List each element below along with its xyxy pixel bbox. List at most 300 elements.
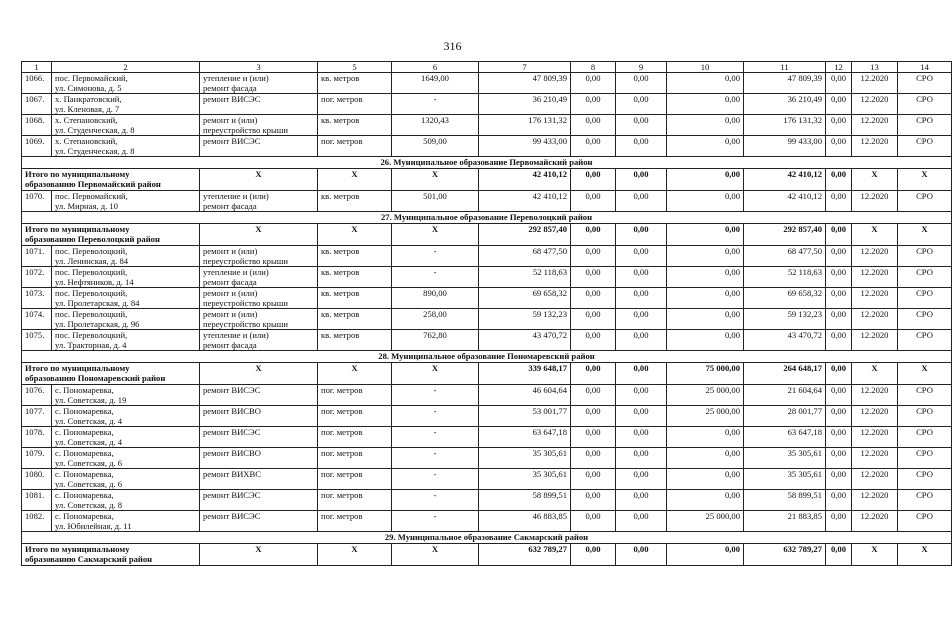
unit: кв. метров bbox=[318, 191, 392, 212]
address: с. Пономаревка, ул. Советская, д. 4 bbox=[52, 406, 200, 427]
work-type: ремонт ВИСВО bbox=[200, 406, 318, 427]
cost-col-10: 0,00 bbox=[667, 288, 744, 309]
completion-date: 12.2020 bbox=[852, 267, 898, 288]
unit: пог. метров bbox=[318, 136, 392, 157]
cost-col-11: 28 001,77 bbox=[744, 406, 826, 427]
x-mark: X bbox=[852, 224, 898, 246]
address: пос. Переволоцкий, ул. Пролетарская, д. 84 bbox=[52, 288, 200, 309]
quantity: 501,00 bbox=[392, 191, 479, 212]
work-type: ремонт и (или) переустройство крыши bbox=[200, 309, 318, 330]
column-number: 13 bbox=[852, 62, 898, 73]
row-number: 1079. bbox=[22, 448, 52, 469]
row-number: 1082. bbox=[22, 511, 52, 532]
cost-col-9: 0,00 bbox=[616, 224, 667, 246]
completion-date: 12.2020 bbox=[852, 427, 898, 448]
cost-col-11: 35 305,61 bbox=[744, 469, 826, 490]
cost-col-8: 0,00 bbox=[571, 267, 616, 288]
cost-col-12: 0,00 bbox=[826, 191, 852, 212]
completion-date: 12.2020 bbox=[852, 136, 898, 157]
table-row bbox=[22, 448, 952, 469]
work-type: ремонт ВИХВС bbox=[200, 469, 318, 490]
total-cost: 35 305,61 bbox=[479, 469, 571, 490]
cost-col-9: 0,00 bbox=[616, 330, 667, 351]
column-number: 10 bbox=[667, 62, 744, 73]
x-mark: X bbox=[898, 544, 952, 566]
total-cost: 46 883,85 bbox=[479, 511, 571, 532]
row-number: 1070. bbox=[22, 191, 52, 212]
cost-col-11: 47 809,39 bbox=[744, 73, 826, 94]
cost-col-9: 0,00 bbox=[616, 288, 667, 309]
total-cost: 35 305,61 bbox=[479, 448, 571, 469]
work-type: ремонт и (или) переустройство крыши bbox=[200, 288, 318, 309]
cost-col-9: 0,00 bbox=[616, 169, 667, 191]
cost-col-9: 0,00 bbox=[616, 511, 667, 532]
total-cost: 52 118,63 bbox=[479, 267, 571, 288]
cost-col-10: 0,00 bbox=[667, 490, 744, 511]
quantity: 762,80 bbox=[392, 330, 479, 351]
total-cost: 58 899,51 bbox=[479, 490, 571, 511]
x-mark: X bbox=[852, 544, 898, 566]
cost-col-8: 0,00 bbox=[571, 288, 616, 309]
cost-col-8: 0,00 bbox=[571, 309, 616, 330]
work-type: утепление и (или) ремонт фасада bbox=[200, 73, 318, 94]
funding-source: СРО bbox=[898, 246, 952, 267]
work-type: утепление и (или) ремонт фасада bbox=[200, 191, 318, 212]
section-heading-row bbox=[22, 532, 952, 544]
cost-col-11: 69 658,32 bbox=[744, 288, 826, 309]
table-row bbox=[22, 511, 952, 532]
cost-col-10: 0,00 bbox=[667, 309, 744, 330]
row-number: 1074. bbox=[22, 309, 52, 330]
total-cost: 42 410,12 bbox=[479, 191, 571, 212]
work-type: ремонт ВИСЭС bbox=[200, 490, 318, 511]
row-number: 1076. bbox=[22, 385, 52, 406]
x-mark: X bbox=[392, 363, 479, 385]
x-mark: X bbox=[200, 544, 318, 566]
cost-col-8: 0,00 bbox=[571, 224, 616, 246]
unit: пог. метров bbox=[318, 469, 392, 490]
funding-source: СРО bbox=[898, 469, 952, 490]
cost-col-11: 21 604,64 bbox=[744, 385, 826, 406]
completion-date: 12.2020 bbox=[852, 330, 898, 351]
total-cost: 46 604,64 bbox=[479, 385, 571, 406]
cost-col-10: 0,00 bbox=[667, 169, 744, 191]
x-mark: X bbox=[852, 363, 898, 385]
cost-col-12: 0,00 bbox=[826, 246, 852, 267]
table-row bbox=[22, 288, 952, 309]
cost-col-10: 0,00 bbox=[667, 73, 744, 94]
row-number: 1081. bbox=[22, 490, 52, 511]
x-mark: X bbox=[898, 224, 952, 246]
work-type: ремонт ВИСЭС bbox=[200, 427, 318, 448]
cost-col-9: 0,00 bbox=[616, 73, 667, 94]
cost-col-10: 0,00 bbox=[667, 224, 744, 246]
table-row bbox=[22, 490, 952, 511]
completion-date: 12.2020 bbox=[852, 246, 898, 267]
x-mark: X bbox=[898, 169, 952, 191]
x-mark: X bbox=[392, 169, 479, 191]
cost-col-12: 0,00 bbox=[826, 330, 852, 351]
section-heading-row bbox=[22, 157, 952, 169]
cost-col-12: 0,00 bbox=[826, 469, 852, 490]
address: с. Пономаревка, ул. Советская, д. 6 bbox=[52, 469, 200, 490]
cost-col-8: 0,00 bbox=[571, 490, 616, 511]
cost-col-8: 0,00 bbox=[571, 73, 616, 94]
quantity: - bbox=[392, 406, 479, 427]
quantity: - bbox=[392, 511, 479, 532]
work-type: ремонт ВИСЭС bbox=[200, 511, 318, 532]
table-row bbox=[22, 469, 952, 490]
completion-date: 12.2020 bbox=[852, 191, 898, 212]
column-number: 1 bbox=[22, 62, 52, 73]
column-number: 8 bbox=[571, 62, 616, 73]
completion-date: 12.2020 bbox=[852, 448, 898, 469]
unit: кв. метров bbox=[318, 73, 392, 94]
column-number: 12 bbox=[826, 62, 852, 73]
cost-col-11: 68 477,50 bbox=[744, 246, 826, 267]
work-type: утепление и (или) ремонт фасада bbox=[200, 330, 318, 351]
section-heading-row bbox=[22, 351, 952, 363]
x-mark: X bbox=[318, 169, 392, 191]
quantity: - bbox=[392, 267, 479, 288]
quantity: - bbox=[392, 490, 479, 511]
address: с. Пономаревка, ул. Советская, д. 8 bbox=[52, 490, 200, 511]
address: с. Пономаревка, ул. Советская, д. 4 bbox=[52, 427, 200, 448]
column-number: 2 bbox=[52, 62, 200, 73]
completion-date: 12.2020 bbox=[852, 385, 898, 406]
cost-col-8: 0,00 bbox=[571, 115, 616, 136]
cost-col-12: 0,00 bbox=[826, 309, 852, 330]
row-number: 1073. bbox=[22, 288, 52, 309]
completion-date: 12.2020 bbox=[852, 309, 898, 330]
total-cost: 176 131,32 bbox=[479, 115, 571, 136]
quantity: 890,00 bbox=[392, 288, 479, 309]
table-row bbox=[22, 427, 952, 448]
unit: кв. метров bbox=[318, 288, 392, 309]
cost-col-12: 0,00 bbox=[826, 73, 852, 94]
funding-source: СРО bbox=[898, 136, 952, 157]
cost-col-12: 0,00 bbox=[826, 448, 852, 469]
cost-col-9: 0,00 bbox=[616, 246, 667, 267]
cost-col-12: 0,00 bbox=[826, 169, 852, 191]
cost-col-12: 0,00 bbox=[826, 427, 852, 448]
cost-col-8: 0,00 bbox=[571, 94, 616, 115]
quantity: - bbox=[392, 94, 479, 115]
cost-col-9: 0,00 bbox=[616, 385, 667, 406]
address: х. Панкратовский, ул. Кленовая, д. 7 bbox=[52, 94, 200, 115]
funding-source: СРО bbox=[898, 385, 952, 406]
cost-col-8: 0,00 bbox=[571, 136, 616, 157]
row-number: 1067. bbox=[22, 94, 52, 115]
x-mark: X bbox=[318, 224, 392, 246]
funding-source: СРО bbox=[898, 330, 952, 351]
cost-col-12: 0,00 bbox=[826, 94, 852, 115]
total-cost: 69 658,32 bbox=[479, 288, 571, 309]
address: пос. Переволоцкий, ул. Нефтяников, д. 14 bbox=[52, 267, 200, 288]
table-row bbox=[22, 330, 952, 351]
cost-col-8: 0,00 bbox=[571, 330, 616, 351]
cost-col-8: 0,00 bbox=[571, 385, 616, 406]
cost-col-9: 0,00 bbox=[616, 490, 667, 511]
cost-col-9: 0,00 bbox=[616, 363, 667, 385]
quantity: - bbox=[392, 469, 479, 490]
cost-col-11: 36 210,49 bbox=[744, 94, 826, 115]
column-number: 11 bbox=[744, 62, 826, 73]
total-cost: 47 809,39 bbox=[479, 73, 571, 94]
cost-col-8: 0,00 bbox=[571, 469, 616, 490]
quantity: - bbox=[392, 246, 479, 267]
cost-col-8: 0,00 bbox=[571, 511, 616, 532]
cost-col-8: 0,00 bbox=[571, 169, 616, 191]
cost-col-11: 292 857,40 bbox=[744, 224, 826, 246]
column-number-row bbox=[22, 62, 952, 73]
work-type: утепление и (или) ремонт фасада bbox=[200, 267, 318, 288]
address: с. Пономаревка, ул. Юбилейная, д. 11 bbox=[52, 511, 200, 532]
cost-col-8: 0,00 bbox=[571, 427, 616, 448]
work-type: ремонт ВИСЭС bbox=[200, 94, 318, 115]
cost-col-11: 632 789,27 bbox=[744, 544, 826, 566]
table-row bbox=[22, 115, 952, 136]
total-cost: 68 477,50 bbox=[479, 246, 571, 267]
total-cost: 43 470,72 bbox=[479, 330, 571, 351]
subtotal-label: Итого по муниципальному образованию Сакмарский район bbox=[22, 544, 200, 566]
cost-col-10: 0,00 bbox=[667, 136, 744, 157]
cost-col-11: 58 899,51 bbox=[744, 490, 826, 511]
cost-col-12: 0,00 bbox=[826, 363, 852, 385]
x-mark: X bbox=[392, 224, 479, 246]
cost-col-9: 0,00 bbox=[616, 267, 667, 288]
table-row bbox=[22, 191, 952, 212]
subtotal-row bbox=[22, 169, 952, 191]
cost-col-11: 42 410,12 bbox=[744, 169, 826, 191]
column-number: 6 bbox=[392, 62, 479, 73]
quantity: - bbox=[392, 385, 479, 406]
cost-col-8: 0,00 bbox=[571, 246, 616, 267]
funding-source: СРО bbox=[898, 490, 952, 511]
total-cost: 59 132,23 bbox=[479, 309, 571, 330]
cost-col-9: 0,00 bbox=[616, 309, 667, 330]
subtotal-label: Итого по муниципальному образованию Переволоцкий район bbox=[22, 224, 200, 246]
address: х. Степановский, ул. Студенческая, д. 8 bbox=[52, 136, 200, 157]
column-number: 3 bbox=[200, 62, 318, 73]
unit: кв. метров bbox=[318, 309, 392, 330]
row-number: 1066. bbox=[22, 73, 52, 94]
funding-source: СРО bbox=[898, 427, 952, 448]
quantity: 1649,00 bbox=[392, 73, 479, 94]
cost-col-11: 42 410,12 bbox=[744, 191, 826, 212]
cost-col-11: 52 118,63 bbox=[744, 267, 826, 288]
total-cost: 292 857,40 bbox=[479, 224, 571, 246]
subtotal-row bbox=[22, 363, 952, 385]
section-title: 26. Муниципальное образование Первомайский район bbox=[22, 157, 952, 169]
subtotal-label: Итого по муниципальному образованию Пономаревский район bbox=[22, 363, 200, 385]
total-cost: 99 433,00 bbox=[479, 136, 571, 157]
table-row bbox=[22, 94, 952, 115]
work-type: ремонт ВИСЭС bbox=[200, 136, 318, 157]
total-cost: 42 410,12 bbox=[479, 169, 571, 191]
work-type: ремонт и (или) переустройство крыши bbox=[200, 246, 318, 267]
capital-repair-table bbox=[21, 61, 952, 566]
table-row bbox=[22, 309, 952, 330]
section-title: 27. Муниципальное образование Переволоцкий район bbox=[22, 212, 952, 224]
row-number: 1075. bbox=[22, 330, 52, 351]
cost-col-9: 0,00 bbox=[616, 191, 667, 212]
completion-date: 12.2020 bbox=[852, 406, 898, 427]
cost-col-9: 0,00 bbox=[616, 136, 667, 157]
funding-source: СРО bbox=[898, 191, 952, 212]
quantity: - bbox=[392, 427, 479, 448]
cost-col-9: 0,00 bbox=[616, 469, 667, 490]
total-cost: 339 648,17 bbox=[479, 363, 571, 385]
cost-col-9: 0,00 bbox=[616, 427, 667, 448]
cost-col-8: 0,00 bbox=[571, 544, 616, 566]
section-title: 28. Муниципальное образование Пономаревский район bbox=[22, 351, 952, 363]
cost-col-10: 0,00 bbox=[667, 427, 744, 448]
x-mark: X bbox=[898, 363, 952, 385]
x-mark: X bbox=[200, 169, 318, 191]
funding-source: СРО bbox=[898, 309, 952, 330]
total-cost: 36 210,49 bbox=[479, 94, 571, 115]
column-number: 5 bbox=[318, 62, 392, 73]
column-number: 14 bbox=[898, 62, 952, 73]
page-number: 316 bbox=[443, 39, 462, 53]
table-row bbox=[22, 73, 952, 94]
address: пос. Переволоцкий, ул. Тракторная, д. 4 bbox=[52, 330, 200, 351]
cost-col-10: 0,00 bbox=[667, 115, 744, 136]
completion-date: 12.2020 bbox=[852, 490, 898, 511]
unit: пог. метров bbox=[318, 94, 392, 115]
cost-col-9: 0,00 bbox=[616, 94, 667, 115]
table-row bbox=[22, 406, 952, 427]
section-title: 29. Муниципальное образование Сакмарский район bbox=[22, 532, 952, 544]
unit: пог. метров bbox=[318, 448, 392, 469]
cost-col-10: 0,00 bbox=[667, 246, 744, 267]
unit: кв. метров bbox=[318, 246, 392, 267]
unit: пог. метров bbox=[318, 511, 392, 532]
funding-source: СРО bbox=[898, 115, 952, 136]
unit: пог. метров bbox=[318, 427, 392, 448]
cost-col-10: 0,00 bbox=[667, 267, 744, 288]
cost-col-11: 59 132,23 bbox=[744, 309, 826, 330]
unit: пог. метров bbox=[318, 406, 392, 427]
x-mark: X bbox=[200, 363, 318, 385]
x-mark: X bbox=[318, 363, 392, 385]
work-type: ремонт и (или) переустройство крыши bbox=[200, 115, 318, 136]
unit: кв. метров bbox=[318, 330, 392, 351]
table-row bbox=[22, 267, 952, 288]
cost-col-10: 25 000,00 bbox=[667, 385, 744, 406]
table-row bbox=[22, 385, 952, 406]
address: пос. Переволоцкий, ул. Ленинская, д. 84 bbox=[52, 246, 200, 267]
row-number: 1068. bbox=[22, 115, 52, 136]
cost-col-10: 0,00 bbox=[667, 544, 744, 566]
cost-col-8: 0,00 bbox=[571, 448, 616, 469]
address: х. Степановский, ул. Студенческая, д. 8 bbox=[52, 115, 200, 136]
address: с. Пономаревка, ул. Советская, д. 19 bbox=[52, 385, 200, 406]
funding-source: СРО bbox=[898, 511, 952, 532]
cost-col-11: 264 648,17 bbox=[744, 363, 826, 385]
funding-source: СРО bbox=[898, 267, 952, 288]
cost-col-9: 0,00 bbox=[616, 115, 667, 136]
cost-col-10: 0,00 bbox=[667, 330, 744, 351]
x-mark: X bbox=[852, 169, 898, 191]
funding-source: СРО bbox=[898, 73, 952, 94]
cost-col-11: 99 433,00 bbox=[744, 136, 826, 157]
cost-col-9: 0,00 bbox=[616, 448, 667, 469]
funding-source: СРО bbox=[898, 288, 952, 309]
completion-date: 12.2020 bbox=[852, 94, 898, 115]
row-number: 1078. bbox=[22, 427, 52, 448]
cost-col-12: 0,00 bbox=[826, 490, 852, 511]
cost-col-11: 63 647,18 bbox=[744, 427, 826, 448]
column-number: 7 bbox=[479, 62, 571, 73]
unit: кв. метров bbox=[318, 115, 392, 136]
x-mark: X bbox=[318, 544, 392, 566]
cost-col-10: 25 000,00 bbox=[667, 511, 744, 532]
unit: пог. метров bbox=[318, 490, 392, 511]
funding-source: СРО bbox=[898, 448, 952, 469]
total-cost: 53 001,77 bbox=[479, 406, 571, 427]
cost-col-10: 0,00 bbox=[667, 94, 744, 115]
completion-date: 12.2020 bbox=[852, 73, 898, 94]
cost-col-9: 0,00 bbox=[616, 544, 667, 566]
cost-col-11: 176 131,32 bbox=[744, 115, 826, 136]
cost-col-8: 0,00 bbox=[571, 191, 616, 212]
column-number: 9 bbox=[616, 62, 667, 73]
quantity: 1320,43 bbox=[392, 115, 479, 136]
address: с. Пономаревка, ул. Советская, д. 6 bbox=[52, 448, 200, 469]
table-row bbox=[22, 136, 952, 157]
cost-col-10: 0,00 bbox=[667, 448, 744, 469]
cost-col-10: 0,00 bbox=[667, 469, 744, 490]
cost-col-12: 0,00 bbox=[826, 385, 852, 406]
cost-col-10: 25 000,00 bbox=[667, 406, 744, 427]
cost-col-12: 0,00 bbox=[826, 544, 852, 566]
quantity: - bbox=[392, 448, 479, 469]
row-number: 1077. bbox=[22, 406, 52, 427]
cost-col-8: 0,00 bbox=[571, 363, 616, 385]
unit: пог. метров bbox=[318, 385, 392, 406]
cost-col-11: 35 305,61 bbox=[744, 448, 826, 469]
cost-col-12: 0,00 bbox=[826, 511, 852, 532]
funding-source: СРО bbox=[898, 406, 952, 427]
cost-col-12: 0,00 bbox=[826, 115, 852, 136]
cost-col-12: 0,00 bbox=[826, 136, 852, 157]
total-cost: 632 789,27 bbox=[479, 544, 571, 566]
funding-source: СРО bbox=[898, 94, 952, 115]
row-number: 1069. bbox=[22, 136, 52, 157]
cost-col-10: 75 000,00 bbox=[667, 363, 744, 385]
cost-col-8: 0,00 bbox=[571, 406, 616, 427]
x-mark: X bbox=[200, 224, 318, 246]
completion-date: 12.2020 bbox=[852, 288, 898, 309]
row-number: 1072. bbox=[22, 267, 52, 288]
cost-col-12: 0,00 bbox=[826, 406, 852, 427]
work-type: ремонт ВИСЭС bbox=[200, 385, 318, 406]
subtotal-row bbox=[22, 224, 952, 246]
x-mark: X bbox=[392, 544, 479, 566]
completion-date: 12.2020 bbox=[852, 115, 898, 136]
table-row bbox=[22, 246, 952, 267]
completion-date: 12.2020 bbox=[852, 511, 898, 532]
cost-col-10: 0,00 bbox=[667, 191, 744, 212]
table-body bbox=[22, 62, 952, 566]
cost-col-11: 21 883,85 bbox=[744, 511, 826, 532]
address: пос. Первомайский, ул. Симонова, д. 5 bbox=[52, 73, 200, 94]
section-heading-row bbox=[22, 212, 952, 224]
cost-col-9: 0,00 bbox=[616, 406, 667, 427]
row-number: 1080. bbox=[22, 469, 52, 490]
